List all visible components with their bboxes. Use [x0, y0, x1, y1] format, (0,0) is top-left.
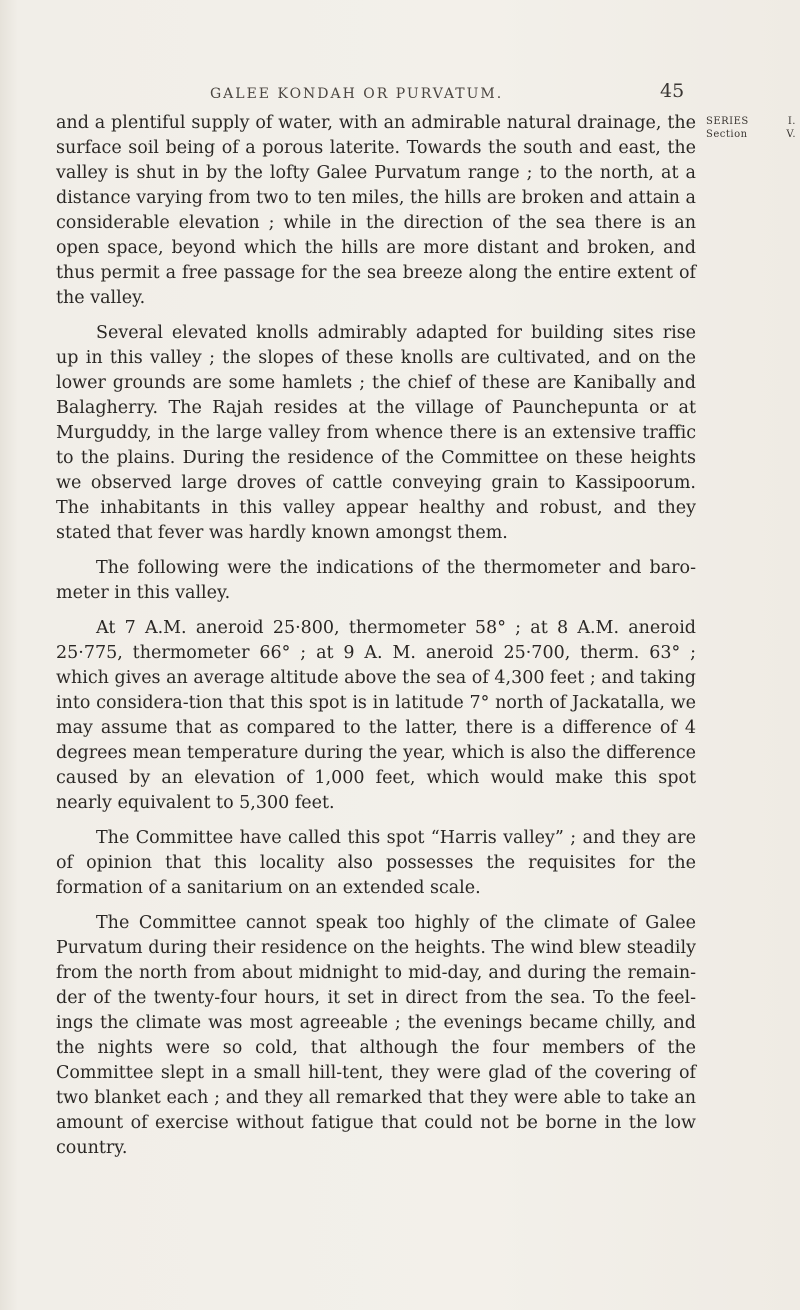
body-text: [56, 111, 696, 1171]
paragraph-harris-valley: The Committee have called this spot “Harris valley” ; and they are of opinion that this locality also possesses the requisites for the formation of a sanitarium on an extended scale.: [56, 828, 696, 898]
margin-note: [706, 115, 796, 141]
section-row: [706, 128, 796, 141]
series-label: SERIES: [706, 116, 749, 127]
paragraph-readings: At 7 A.M. aneroid 25·800, thermometer 58° ; at 8 A.M. aneroid 25·775, thermometer 66° ; at 9 A. M. aneroid 25·700, therm. 63° ; which gives an average altitude above the sea of 4,300 feet ; and taking into considera-tion that this spot is in latitude 7° north of Jackatalla, we may assume that as compared to the latter, there is a difference of 4 degrees mean temperature during the year, which is also the difference caused by an elevation of 1,000 feet, which would make this spot nearly equivalent to 5,300 feet.: [56, 618, 696, 813]
paragraph-drainage: and a plentiful supply of water, with an admirable natural drainage, the surface soil being of a porous laterite. Towards the south and east, the valley is shut in by the lofty Galee Purvatum range ; to the north, at a distance varying from two to ten miles, the hills are broken and attain a considerable elevation ; while in the direction of the sea there is an open space, beyond which the hills are more distant and broken, and thus permit a free passage for the sea breeze along the entire extent of the valley.: [56, 113, 696, 308]
page-number: 45: [660, 80, 685, 102]
running-title: GALEE KONDAH OR PURVATUM.: [210, 86, 504, 102]
paragraph-climate: The Committee cannot speak too highly of the climate of Galee Purvatum during their residence on the heights. The wind blew steadily from the north from about midnight to mid-day, and during the remain-der of the twenty-four hours, it set in direct from the sea. To the feel-ings the climate was most agreeable ; the evenings became chilly, and the nights were so cold, that although the four members of the Committee slept in a small hill-tent, they were glad of the covering of two blanket each ; and they all remarked that they were able to take an amount of exercise without fatigue that could not be borne in the low country.: [56, 913, 696, 1158]
paragraph-knolls: Several elevated knolls admirably adapted for building sites rise up in this valley ; the slopes of these knolls are cultivated, and on the lower grounds are some hamlets ; the chief of these are Kanibally and Balagherry. The Rajah resides at the village of Paunchepunta or at Murguddy, in the large valley from whence there is an extensive traffic to the plains. During the residence of the Committee on these heights we observed large droves of cattle conveying grain to Kassipoorum. The inhabitants in this valley appear healthy and robust, and they stated that fever was hardly known amongst them.: [56, 323, 696, 543]
section-value: V.: [786, 129, 796, 140]
series-value: I.: [787, 116, 796, 127]
series-row: [706, 115, 796, 128]
paragraph-indications-intro: The following were the indications of the thermometer and baro-meter in this valley.: [56, 558, 696, 603]
section-label: Section: [706, 129, 748, 140]
